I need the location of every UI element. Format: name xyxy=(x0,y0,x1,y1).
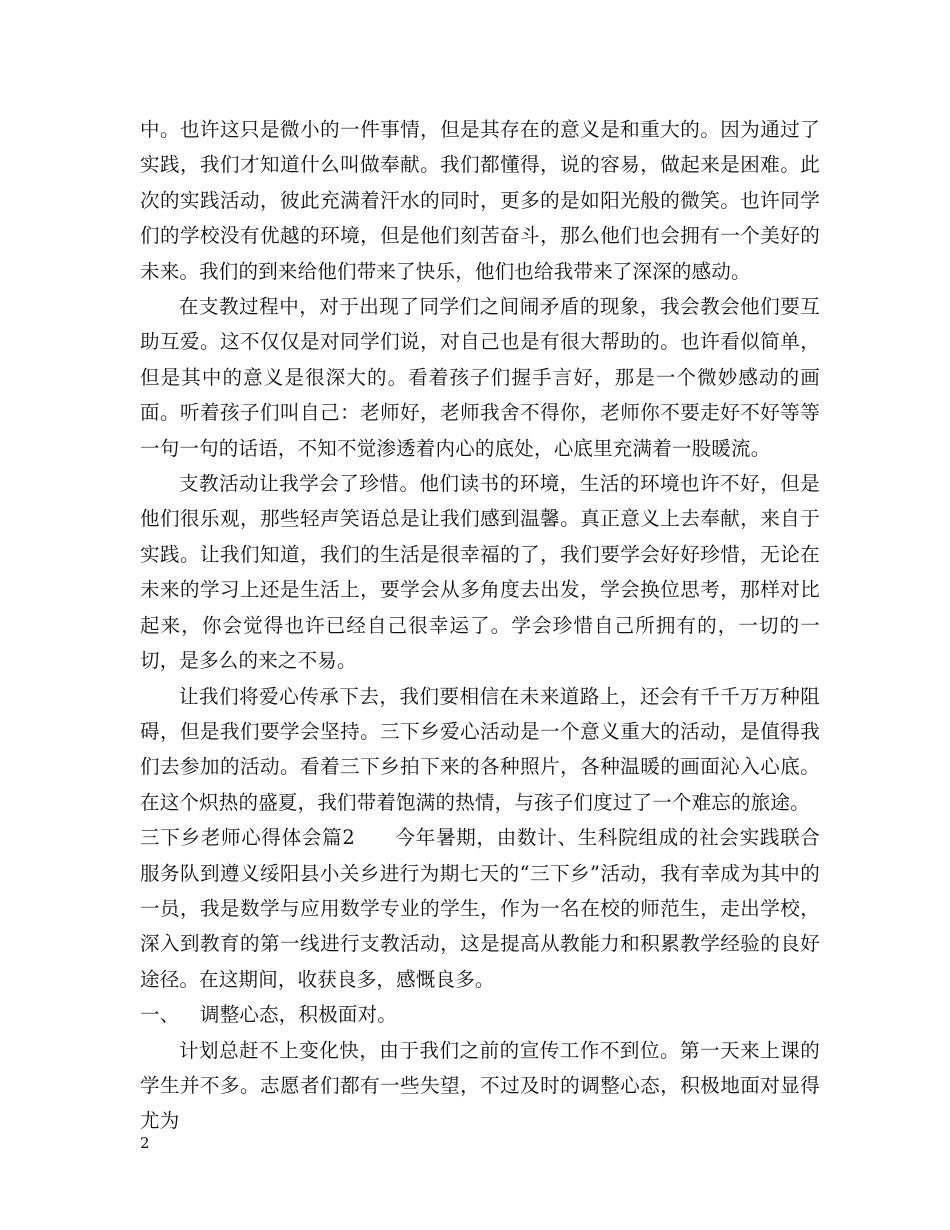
numbered-item-text: 调整心态，积极面对。 xyxy=(200,1003,398,1027)
section-heading: 三下乡老师心得体会篇2 xyxy=(140,826,355,850)
numbered-item-number: 一、 xyxy=(140,1003,180,1027)
paragraph-continued: 中。也许这只是微小的一件事情，但是其存在的意义是和重大的。因为通过了实践，我们才知道什么叫做奉献。我们都懂得，说的容易，做起来是困难。此次的实践活动，彼此充满着汗水的同时，更多的是如阳光般的微笑。也许同学们的学校没有优越的环境，但是他们刻苦奋斗，那么他们也会拥有一个美好的未来。我们的到来给他们带来了快乐，他们也给我带来了深深的感动。 xyxy=(140,118,820,283)
section-heading-paragraph xyxy=(140,820,820,997)
paragraph-cherish: 支教活动让我学会了珍惜。他们读书的环境，生活的环境也许不好，但是他们很乐观，那些轻声笑语总是让我们感到温馨。真正意义上去奉献，来自于实践。让我们知道，我们的生活是很幸福的了，我们要学会好好珍惜，无论在未来的学习上还是生活上，要学会从多角度去出发，学会换位思考，那样对比起来，你会觉得也许已经自己很幸运了。学会珍惜自己所拥有的，一切的一切，是多么的来之不易。 xyxy=(140,472,820,673)
document-body xyxy=(140,112,820,1139)
page-number: 2 xyxy=(140,1134,150,1152)
paragraph-pass-on-love: 让我们将爱心传承下去，我们要相信在未来道路上，还会有千千万万种阻碍，但是我们要学会坚持。三下乡爱心活动是一个意义重大的活动，是值得我们去参加的活动。看着三下乡拍下来的各种照片，各种温暖的画面沁入心底。在这个炽热的盛夏，我们带着饱满的热情，与孩子们度过了一个难忘的旅途。 xyxy=(140,684,820,814)
paragraph-mutual-help: 在支教过程中，对于出现了同学们之间闹矛盾的现象，我会教会他们要互助互爱。这不仅仅是对同学们说，对自己也是有很大帮助的。也许看似简单，但是其中的意义是很深大的。看着孩子们握手言好，那是一个微妙感动的画面。听着孩子们叫自己：老师好，老师我舍不得你，老师你不要走好不好等等一句一句的话语，不知不觉渗透着内心的底处，心底里充满着一股暖流。 xyxy=(140,295,820,460)
section-intro: 今年暑期，由数计、生科院组成的社会实践联合服务队到遵义绥阳县小关乡进行为期七天的“三下乡”活动，我有幸成为其中的一员，我是数学与应用数学专业的学生，作为一名在校的师范生，走出学校，深入到教育的第一线进行支教活动，这是提高从教能力和积累教学经验的良好途径。在这期间，收获良多，感慨良多。 xyxy=(140,826,821,991)
numbered-item xyxy=(140,997,820,1032)
paragraph-adjust-mindset: 计划总赶不上变化快，由于我们之前的宣传工作不到位。第一天来上课的学生并不多。志愿者们都有一些失望，不过及时的调整心态，积极地面对显得尤为 xyxy=(140,1038,820,1133)
